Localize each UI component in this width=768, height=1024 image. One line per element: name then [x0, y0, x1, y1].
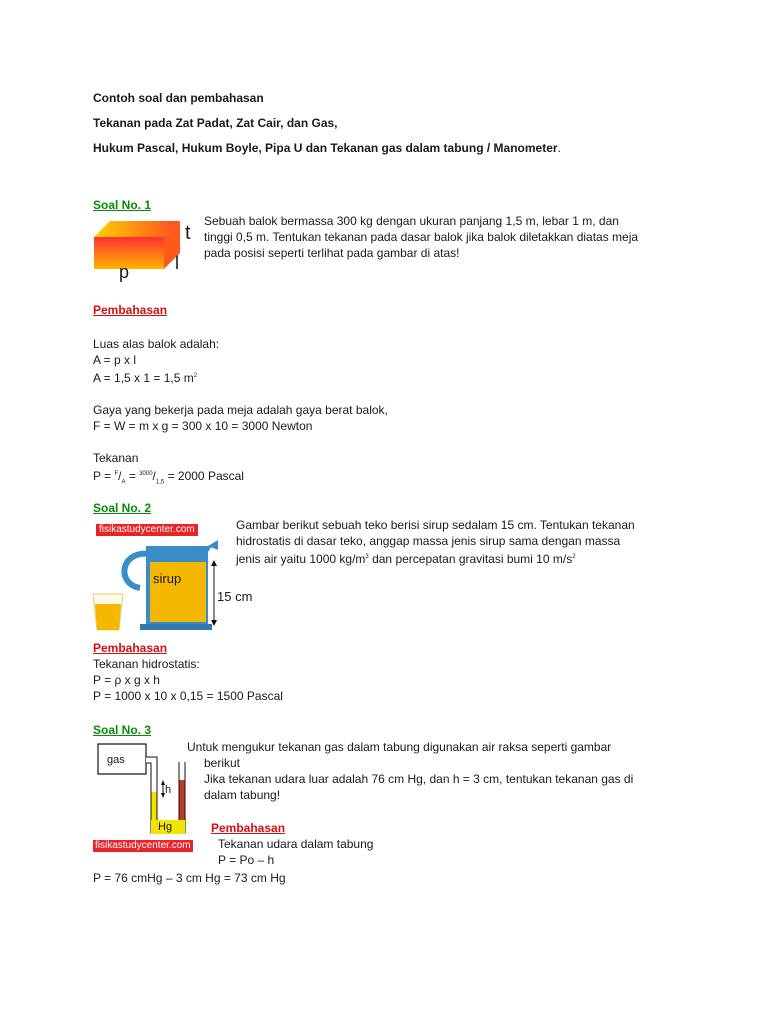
- soal1-step-7-lead: P =: [93, 469, 115, 483]
- soal1-step-6: Tekanan: [93, 451, 139, 465]
- soal1-text-3: pada posisi seperti terlihat pada gambar di atas!: [204, 246, 460, 260]
- soal2-step-3: P = 1000 x 10 x 0,15 = 1500 Pascal: [93, 689, 283, 703]
- soal1-frac1-num: F: [114, 471, 119, 477]
- soal2-title: Soal No. 2: [93, 501, 152, 515]
- balok-figure: [90, 215, 200, 283]
- soal1-step-2: A = p x l: [93, 353, 137, 367]
- manometer-label-gas: gas: [107, 754, 125, 766]
- soal1-step-3-sup: 2: [193, 373, 198, 379]
- balok-label-l: l: [175, 253, 179, 273]
- soal3-text-4: dalam tabung!: [204, 788, 281, 802]
- soal1-frac1-den: A: [121, 479, 126, 486]
- soal1-text-2: tinggi 0,5 m. Tentukan tekanan pada dasar balok jika balok diletakkan diatas meja: [204, 230, 639, 244]
- soal1-frac1-slash: /: [118, 469, 122, 483]
- soal1-step-3: [93, 368, 197, 386]
- soal1-frac2-num: 3000: [139, 471, 153, 477]
- doc-title-line1: Contoh soal dan pembahasan: [93, 91, 264, 105]
- soal2-text-3-sup1: 3: [365, 554, 369, 560]
- manometer-label-h: h: [165, 784, 172, 796]
- soal2-step-2: P = ρ x g x h: [93, 673, 160, 687]
- depth-arrow-top: [211, 560, 217, 566]
- soal1-step-5: F = W = m x g = 300 x 10 = 3000 Newton: [93, 419, 313, 433]
- soal3-text-3: Jika tekanan udara luar adalah 76 cm Hg, dan h = 3 cm, tentukan tekanan gas di: [204, 772, 634, 786]
- soal2-text-2: hidrostatis di dasar teko, anggap massa jenis sirup sama dengan massa: [236, 534, 621, 548]
- doc-title-line2: Tekanan pada Zat Padat, Zat Cair, dan Gas,: [93, 116, 338, 130]
- soal2-text-1: Gambar berikut sebuah teko berisi sirup sedalam 15 cm. Tentukan tekanan: [236, 518, 635, 532]
- soal2-text-3b: dan percepatan gravitasi bumi 10 m/s: [368, 552, 573, 566]
- soal3-brand-banner: fisikastudycenter.com: [95, 840, 191, 851]
- balok-label-p: p: [119, 262, 130, 282]
- soal3-text-2: berikut: [204, 756, 241, 770]
- soal1-step-4: Gaya yang bekerja pada meja adalah gaya berat balok,: [93, 403, 388, 417]
- soal3-step-1: Tekanan udara dalam tabung: [218, 837, 374, 851]
- soal1-frac2-slash: /: [152, 469, 156, 483]
- teko-base: [140, 624, 212, 630]
- soal1-frac2-den: 1,5: [155, 479, 165, 486]
- soal1-step-7-result: = 2000 Pascal: [164, 469, 244, 483]
- soal1-title: Soal No. 1: [93, 198, 152, 212]
- soal2-text-3: [236, 549, 576, 567]
- teko-label-depth: 15 cm: [217, 590, 253, 604]
- soal1-step-3-text: A = 1,5 x 1 = 1,5 m: [93, 371, 194, 385]
- manometer-label-hg: Hg: [158, 821, 173, 833]
- soal3-pembahasan-title: Pembahasan: [211, 821, 286, 835]
- soal2-text-3-sup2: 2: [572, 554, 576, 560]
- glass-sirup: [95, 604, 121, 630]
- balok-label-t: t: [185, 222, 191, 244]
- soal3-step-3: P = 76 cmHg – 3 cm Hg = 73 cm Hg: [93, 871, 286, 885]
- teko-label-sirup: sirup: [153, 571, 182, 586]
- soal3-text-1: Untuk mengukur tekanan gas dalam tabung digunakan air raksa seperti gambar: [187, 740, 612, 754]
- soal1-step-7-eq: =: [125, 469, 140, 483]
- soal1-text-1: Sebuah balok bermassa 300 kg dengan ukuran panjang 1,5 m, lebar 1 m, dan: [204, 214, 619, 228]
- soal2-pembahasan-title: Pembahasan: [93, 641, 168, 655]
- doc-title-line3: [93, 140, 561, 156]
- soal2-text-3a: jenis air yaitu 1000 kg/m: [236, 552, 366, 566]
- soal1-step-7: [93, 466, 244, 490]
- soal2-step-1: Tekanan hidrostatis:: [93, 657, 200, 671]
- soal3-step-2: P = Po – h: [218, 853, 275, 867]
- soal3-title: Soal No. 3: [93, 723, 152, 737]
- soal1-pembahasan-title: Pembahasan: [93, 303, 168, 317]
- doc-title-line3-period: .: [557, 141, 561, 155]
- soal2-brand-banner: fisikastudycenter.com: [96, 524, 198, 536]
- soal1-step-1: Luas alas balok adalah:: [93, 337, 220, 351]
- doc-title-line3-text: Hukum Pascal, Hukum Boyle, Pipa U dan Tekanan gas dalam tabung / Manometer: [93, 141, 558, 155]
